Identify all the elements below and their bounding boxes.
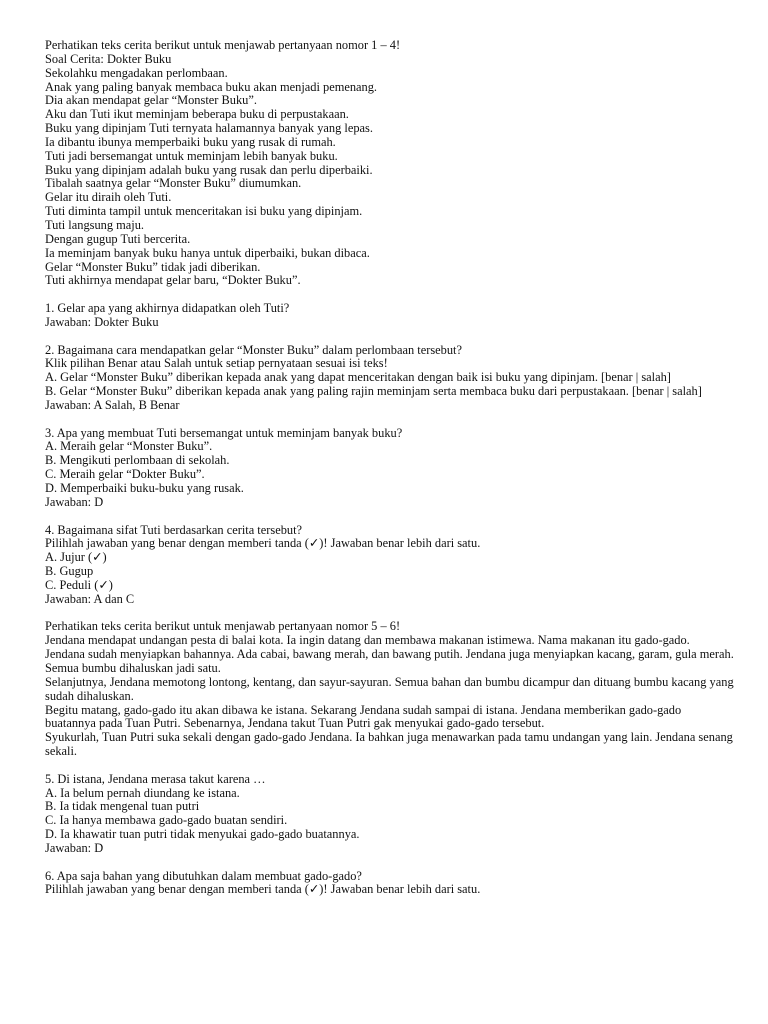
story-line: Anak yang paling banyak membaca buku akan menjadi pemenang. xyxy=(45,79,378,94)
option-a: A. Jujur (✓) xyxy=(45,550,107,565)
option-a: A. Meraih gelar “Monster Buku”. xyxy=(45,439,213,454)
option-c: C. Ia hanya membawa gado-gado buatan sendiri. xyxy=(45,813,288,828)
story-intro: Perhatikan teks cerita berikut untuk menjawab pertanyaan nomor 5 – 6! xyxy=(45,619,401,634)
story-gado-gado xyxy=(45,620,735,758)
question-text: 6. Apa saja bahan yang dibutuhkan dalam membuat gado-gado? xyxy=(45,868,362,883)
question-text: 2. Bagaimana cara mendapatkan gelar “Monster Buku” dalam perlombaan tersebut? xyxy=(45,342,462,357)
statement-a: A. Gelar “Monster Buku” diberikan kepada anak yang dapat menceritakan dengan baik isi buku yang dipinjam. [benar | salah] xyxy=(45,370,671,385)
story-line: Aku dan Tuti ikut meminjam beberapa buku di perpustakaan. xyxy=(45,107,349,122)
question-text: 3. Apa yang membuat Tuti bersemangat untuk meminjam banyak buku? xyxy=(45,425,403,440)
question-5 xyxy=(45,773,735,856)
question-2 xyxy=(45,344,735,413)
question-text: 1. Gelar apa yang akhirnya didapatkan oleh Tuti? xyxy=(45,301,290,316)
story-line: Tibalah saatnya gelar “Monster Buku” diumumkan. xyxy=(45,176,302,191)
story-line: Buku yang dipinjam Tuti ternyata halamannya banyak yang lepas. xyxy=(45,121,373,136)
story-line: Tuti diminta tampil untuk menceritakan isi buku yang dipinjam. xyxy=(45,204,363,219)
answer-text: Jawaban: Dokter Buku xyxy=(45,314,159,329)
story-paragraph: Jendana sudah menyiapkan bahannya. Ada cabai, bawang merah, dan bawang putih. Jendana juga menyiapkan kacang, garam, gula merah. Semua bumbu dihaluskan jadi satu. xyxy=(45,647,734,675)
story-paragraph: Selanjutnya, Jendana memotong lontong, kentang, dan sayur-sayuran. Semua bahan dan bumbu dicampur dan dituang bumbu kacang yang sudah dihaluskan. xyxy=(45,674,734,703)
story-line: Ia meminjam banyak buku hanya untuk diperbaiki, bukan dibaca. xyxy=(45,245,370,260)
option-b: B. Mengikuti perlombaan di sekolah. xyxy=(45,453,230,468)
answer-text: Jawaban: D xyxy=(45,494,104,509)
story-line: Tuti akhirnya mendapat gelar baru, “Dokter Buku”. xyxy=(45,273,301,288)
story-intro: Perhatikan teks cerita berikut untuk menjawab pertanyaan nomor 1 – 4! xyxy=(45,38,401,52)
answer-text: Jawaban: A dan C xyxy=(45,591,135,606)
question-instruction: Pilihlah jawaban yang benar dengan memberi tanda (✓)! Jawaban benar lebih dari satu. xyxy=(45,882,481,897)
option-d: D. Ia khawatir tuan putri tidak menyukai gado-gado buatannya. xyxy=(45,827,360,842)
story-line: Gelar itu diraih oleh Tuti. xyxy=(45,190,172,205)
document-page xyxy=(45,39,735,897)
answer-text: Jawaban: D xyxy=(45,840,104,855)
story-line: Dengan gugup Tuti bercerita. xyxy=(45,231,191,246)
option-c: C. Meraih gelar “Dokter Buku”. xyxy=(45,467,205,482)
statement-b: B. Gelar “Monster Buku” diberikan kepada anak yang paling rajin meminjam serta membaca buku dari perpustakaan. [benar | salah] xyxy=(45,384,702,399)
option-c: C. Peduli (✓) xyxy=(45,577,113,592)
question-3 xyxy=(45,427,735,510)
story-title: Soal Cerita: Dokter Buku xyxy=(45,51,172,66)
question-instruction: Klik pilihan Benar atau Salah untuk setiap pernyataan sesuai isi teks! xyxy=(45,356,388,371)
option-b: B. Ia tidak mengenal tuan putri xyxy=(45,799,200,814)
story-line: Sekolahku mengadakan perlombaan. xyxy=(45,65,228,80)
story-line: Tuti langsung maju. xyxy=(45,217,145,232)
answer-text: Jawaban: A Salah, B Benar xyxy=(45,397,180,412)
question-instruction: Pilihlah jawaban yang benar dengan memberi tanda (✓)! Jawaban benar lebih dari satu. xyxy=(45,536,481,551)
question-4 xyxy=(45,524,735,607)
option-a: A. Ia belum pernah diundang ke istana. xyxy=(45,785,240,800)
option-d: D. Memperbaiki buku-buku yang rusak. xyxy=(45,481,244,495)
story-line: Gelar “Monster Buku” tidak jadi diberikan. xyxy=(45,259,261,274)
story-line: Buku yang dipinjam adalah buku yang rusak dan perlu diperbaiki. xyxy=(45,162,373,177)
story-paragraph: Jendana mendapat undangan pesta di balai kota. Ia ingin datang dan membawa makanan istimewa. Nama makanan itu gado-gado. xyxy=(45,633,690,648)
option-b: B. Gugup xyxy=(45,564,94,579)
story-line: Tuti jadi bersemangat untuk meminjam lebih banyak buku. xyxy=(45,148,338,163)
story-paragraph: Begitu matang, gado-gado itu akan dibawa ke istana. Sekarang Jendana sudah sampai di istana. Jendana memberikan gado-gado buatannya pada Tuan Putri. Sebenarnya, Jendana takut Tuan Putri gak menyukai gado-gado tersebut. xyxy=(45,702,682,731)
question-text: 5. Di istana, Jendana merasa takut karena … xyxy=(45,771,266,786)
question-text: 4. Bagaimana sifat Tuti berdasarkan cerita tersebut? xyxy=(45,522,303,537)
story-line: Dia akan mendapat gelar “Monster Buku”. xyxy=(45,93,257,108)
question-6 xyxy=(45,870,735,898)
story-line: Ia dibantu ibunya memperbaiki buku yang rusak di rumah. xyxy=(45,134,336,149)
question-1 xyxy=(45,302,735,330)
story-paragraph: Syukurlah, Tuan Putri suka sekali dengan gado-gado Jendana. Ia bahkan juga menawarkan pada tamu undangan yang lain. Jendana senang sekali. xyxy=(45,730,733,759)
story-dokter-buku xyxy=(45,39,735,288)
